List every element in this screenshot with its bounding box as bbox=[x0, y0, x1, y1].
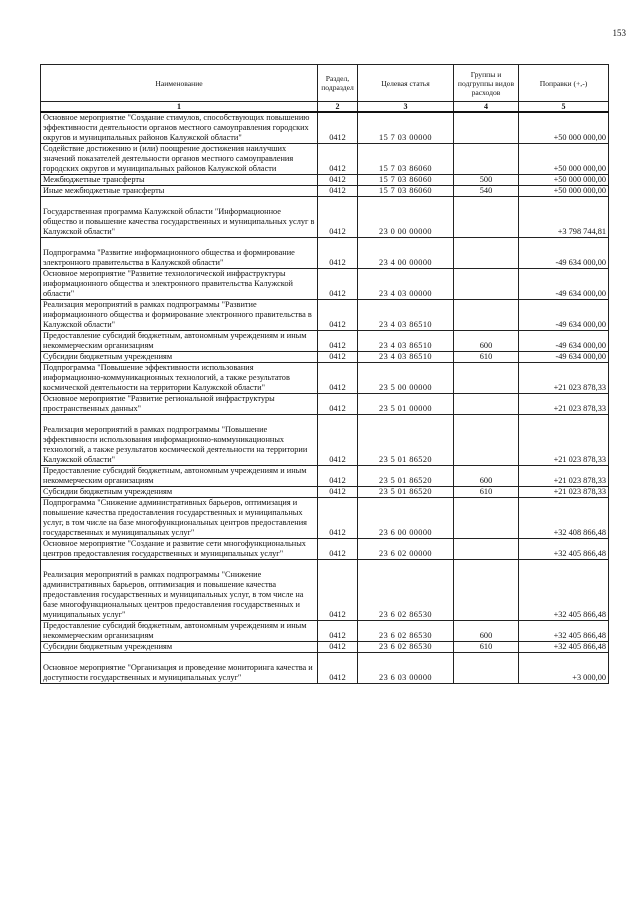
cell-text: Государственная программа Калужской области "Информационное общество и повышение качества государственных и муниципальных услуг в Калужской области" bbox=[43, 207, 315, 236]
cell-text: 0412 bbox=[329, 258, 346, 267]
cell-text: 600 bbox=[479, 476, 493, 485]
row-group-cell bbox=[454, 186, 519, 197]
row-name-cell bbox=[41, 498, 318, 539]
cell-text: -49 634 000,00 bbox=[555, 289, 606, 298]
cell-text: +3 000,00 bbox=[572, 673, 606, 682]
cell-text: -49 634 000,00 bbox=[555, 341, 606, 350]
table-row bbox=[41, 642, 609, 653]
row-section-cell bbox=[318, 363, 358, 394]
row-group-cell bbox=[454, 269, 519, 300]
row-amount-cell bbox=[519, 269, 609, 300]
cell-text: +50 000 000,00 bbox=[553, 164, 606, 173]
cell-text: 23 4 03 86510 bbox=[379, 320, 432, 329]
cell-text: Содействие достижению и (или) поощрение достижения наилучших значений показателей деятельности органов местного самоуправления городских округов и муниципальных районов Калужской области bbox=[43, 144, 294, 173]
cell-text: +32 405 866,48 bbox=[553, 549, 606, 558]
row-amount-cell bbox=[519, 300, 609, 331]
row-name-cell bbox=[41, 144, 318, 175]
cell-text: 0412 bbox=[329, 631, 346, 640]
cell-text: 0412 bbox=[329, 320, 346, 329]
row-section-cell bbox=[318, 539, 358, 560]
row-target-cell bbox=[358, 394, 454, 415]
cell-text: 0412 bbox=[329, 404, 346, 413]
cell-text: Предоставление субсидий бюджетным, автономным учреждениям и иным некоммерческим организациям bbox=[43, 621, 307, 640]
cell-text: +50 000 000,00 bbox=[553, 133, 606, 142]
cell-text: 0412 bbox=[329, 487, 346, 496]
row-group-cell bbox=[454, 144, 519, 175]
cell-text: Подпрограмма "Развитие информационного общества и формирование электронного правительства в Калужской области" bbox=[43, 248, 295, 267]
row-section-cell bbox=[318, 415, 358, 466]
cell-text: 23 5 01 86520 bbox=[379, 455, 432, 464]
table-row bbox=[41, 621, 609, 642]
row-section-cell bbox=[318, 394, 358, 415]
cell-text: 0412 bbox=[329, 289, 346, 298]
cell-text: 23 6 02 86530 bbox=[379, 642, 432, 651]
row-section-cell bbox=[318, 642, 358, 653]
table-row bbox=[41, 175, 609, 186]
row-target-cell bbox=[358, 653, 454, 684]
cell-text: +21 023 878,33 bbox=[553, 404, 606, 413]
cell-text: +21 023 878,33 bbox=[553, 487, 606, 496]
column-number-row bbox=[41, 102, 609, 113]
cell-text: 0412 bbox=[329, 133, 346, 142]
row-target-cell bbox=[358, 331, 454, 352]
header-target: Целевая статья bbox=[358, 65, 454, 102]
row-group-cell bbox=[454, 238, 519, 269]
table-row bbox=[41, 144, 609, 175]
row-group-cell bbox=[454, 539, 519, 560]
cell-text: 0412 bbox=[329, 642, 346, 651]
row-name-cell bbox=[41, 466, 318, 487]
row-group-cell bbox=[454, 487, 519, 498]
table-row bbox=[41, 352, 609, 363]
cell-text: Основное мероприятие "Развитие технологической инфраструктуры информационного общества и электронного правительства Калужской области" bbox=[43, 269, 293, 298]
cell-text: 15 7 03 00000 bbox=[379, 133, 432, 142]
row-amount-cell bbox=[519, 415, 609, 466]
cell-text: Субсидии бюджетным учреждениям bbox=[43, 352, 173, 361]
cell-text: 23 5 01 86520 bbox=[379, 476, 432, 485]
row-amount-cell bbox=[519, 394, 609, 415]
row-name-cell bbox=[41, 415, 318, 466]
row-target-cell bbox=[358, 498, 454, 539]
table-body bbox=[41, 112, 609, 684]
cell-text: +50 000 000,00 bbox=[553, 186, 606, 195]
row-amount-cell bbox=[519, 175, 609, 186]
row-name-cell bbox=[41, 269, 318, 300]
row-group-cell bbox=[454, 352, 519, 363]
table-header-row bbox=[41, 65, 609, 102]
row-name-cell bbox=[41, 300, 318, 331]
table-row bbox=[41, 539, 609, 560]
cell-text: 23 4 03 86510 bbox=[379, 341, 432, 350]
cell-text: 0412 bbox=[329, 476, 346, 485]
header-amount: Поправки (+,-) bbox=[519, 65, 609, 102]
cell-text: 23 6 02 86530 bbox=[379, 610, 432, 619]
budget-amendments-table bbox=[40, 64, 609, 684]
cell-text: +21 023 878,33 bbox=[553, 383, 606, 392]
row-section-cell bbox=[318, 269, 358, 300]
cell-text: -49 634 000,00 bbox=[555, 258, 606, 267]
row-section-cell bbox=[318, 487, 358, 498]
row-target-cell bbox=[358, 352, 454, 363]
row-group-cell bbox=[454, 394, 519, 415]
row-section-cell bbox=[318, 466, 358, 487]
table-row bbox=[41, 560, 609, 621]
header-group: Группы и подгруппы видов расходов bbox=[454, 65, 519, 102]
table-row bbox=[41, 415, 609, 466]
row-group-cell bbox=[454, 363, 519, 394]
column-number: 3 bbox=[358, 102, 454, 113]
row-section-cell bbox=[318, 197, 358, 238]
cell-text: +32 405 866,48 bbox=[553, 642, 606, 651]
cell-text: Основное мероприятие "Создание стимулов, способствующих повышению эффективности деятельности органов местного самоуправления городских округов и муниципальных районов Калужской области" bbox=[43, 113, 310, 142]
row-section-cell bbox=[318, 186, 358, 197]
cell-text: +32 405 866,48 bbox=[553, 610, 606, 619]
row-section-cell bbox=[318, 238, 358, 269]
cell-text: 0412 bbox=[329, 352, 346, 361]
row-section-cell bbox=[318, 112, 358, 144]
table-row bbox=[41, 498, 609, 539]
row-target-cell bbox=[358, 363, 454, 394]
cell-text: 0412 bbox=[329, 610, 346, 619]
cell-text: Реализация мероприятий в рамках подпрограммы "Развитие информационного общества и формирование электронного правительства в Калужской области" bbox=[43, 300, 312, 329]
cell-text: 0412 bbox=[329, 341, 346, 350]
table-row bbox=[41, 300, 609, 331]
row-target-cell bbox=[358, 197, 454, 238]
row-name-cell bbox=[41, 642, 318, 653]
row-group-cell bbox=[454, 498, 519, 539]
row-amount-cell bbox=[519, 560, 609, 621]
row-amount-cell bbox=[519, 197, 609, 238]
cell-text: 23 5 01 86520 bbox=[379, 487, 432, 496]
row-amount-cell bbox=[519, 144, 609, 175]
row-section-cell bbox=[318, 175, 358, 186]
row-target-cell bbox=[358, 175, 454, 186]
cell-text: +32 408 866,48 bbox=[553, 528, 606, 537]
row-target-cell bbox=[358, 560, 454, 621]
cell-text: 0412 bbox=[329, 673, 346, 682]
row-group-cell bbox=[454, 300, 519, 331]
row-name-cell bbox=[41, 487, 318, 498]
cell-text: 23 6 00 00000 bbox=[379, 528, 432, 537]
cell-text: 15 7 03 86060 bbox=[379, 175, 432, 184]
cell-text: +21 023 878,33 bbox=[553, 455, 606, 464]
row-section-cell bbox=[318, 300, 358, 331]
cell-text: Подпрограмма "Снижение административных барьеров, оптимизация и повышение качества предоставления государственных и муниципальных услуг, в том числе на базе многофункциональных центров предоставления государственных и муниципальных услуг" bbox=[43, 498, 307, 537]
row-target-cell bbox=[358, 144, 454, 175]
cell-text: Реализация мероприятий в рамках подпрограммы "Повышение эффективности использования информационно-коммуникационных технологий, а также результатов космической деятельности на территории Калужской области" bbox=[43, 425, 308, 464]
table-row bbox=[41, 363, 609, 394]
cell-text: 600 bbox=[479, 631, 493, 640]
cell-text: Субсидии бюджетным учреждениям bbox=[43, 487, 173, 496]
cell-text: Предоставление субсидий бюджетным, автономным учреждениям и иным некоммерческим организациям bbox=[43, 466, 307, 485]
table-row bbox=[41, 269, 609, 300]
row-name-cell bbox=[41, 175, 318, 186]
row-target-cell bbox=[358, 539, 454, 560]
table-row bbox=[41, 466, 609, 487]
cell-text: 15 7 03 86060 bbox=[379, 186, 432, 195]
cell-text: -49 634 000,00 bbox=[555, 320, 606, 329]
table-row bbox=[41, 331, 609, 352]
column-number: 2 bbox=[318, 102, 358, 113]
cell-text: 23 6 03 00000 bbox=[379, 673, 432, 682]
row-amount-cell bbox=[519, 653, 609, 684]
cell-text: -49 634 000,00 bbox=[555, 352, 606, 361]
row-name-cell bbox=[41, 112, 318, 144]
cell-text: 0412 bbox=[329, 455, 346, 464]
table-row bbox=[41, 186, 609, 197]
cell-text: +3 798 744,81 bbox=[557, 227, 606, 236]
cell-text: Предоставление субсидий бюджетным, автономным учреждениям и иным некоммерческим организациям bbox=[43, 331, 307, 350]
row-section-cell bbox=[318, 331, 358, 352]
header-name: Наименование bbox=[41, 65, 318, 102]
cell-text: 23 6 02 00000 bbox=[379, 549, 432, 558]
table-row bbox=[41, 112, 609, 144]
row-target-cell bbox=[358, 112, 454, 144]
table-row bbox=[41, 197, 609, 238]
row-name-cell bbox=[41, 363, 318, 394]
row-target-cell bbox=[358, 621, 454, 642]
cell-text: 23 5 00 00000 bbox=[379, 383, 432, 392]
cell-text: +32 405 866,48 bbox=[553, 631, 606, 640]
row-section-cell bbox=[318, 653, 358, 684]
cell-text: 0412 bbox=[329, 549, 346, 558]
row-name-cell bbox=[41, 331, 318, 352]
column-number: 1 bbox=[41, 102, 318, 113]
cell-text: 23 6 02 86530 bbox=[379, 631, 432, 640]
cell-text: Подпрограмма "Повышение эффективности использования информационно-коммуникационных технологий, а также результатов космической деятельности на территории Калужской области" bbox=[43, 363, 290, 392]
row-name-cell bbox=[41, 653, 318, 684]
row-name-cell bbox=[41, 560, 318, 621]
row-name-cell bbox=[41, 238, 318, 269]
row-amount-cell bbox=[519, 331, 609, 352]
cell-text: 540 bbox=[479, 186, 493, 195]
cell-text: Субсидии бюджетным учреждениям bbox=[43, 642, 173, 651]
cell-text: 0412 bbox=[329, 186, 346, 195]
row-group-cell bbox=[454, 653, 519, 684]
row-group-cell bbox=[454, 621, 519, 642]
cell-text: 0412 bbox=[329, 383, 346, 392]
row-amount-cell bbox=[519, 363, 609, 394]
row-section-cell bbox=[318, 352, 358, 363]
cell-text: Основное мероприятие "Организация и проведение мониторинга качества и доступности государственных и муниципальных услуг" bbox=[43, 663, 313, 682]
row-name-cell bbox=[41, 539, 318, 560]
page-number: 153 bbox=[612, 28, 626, 38]
row-group-cell bbox=[454, 175, 519, 186]
cell-text: 23 4 03 86510 bbox=[379, 352, 432, 361]
row-name-cell bbox=[41, 186, 318, 197]
row-amount-cell bbox=[519, 112, 609, 144]
row-group-cell bbox=[454, 560, 519, 621]
cell-text: +50 000 000,00 bbox=[553, 175, 606, 184]
table-row bbox=[41, 653, 609, 684]
row-group-cell bbox=[454, 466, 519, 487]
row-amount-cell bbox=[519, 487, 609, 498]
row-section-cell bbox=[318, 144, 358, 175]
cell-text: +21 023 878,33 bbox=[553, 476, 606, 485]
row-section-cell bbox=[318, 621, 358, 642]
row-target-cell bbox=[358, 186, 454, 197]
row-amount-cell bbox=[519, 642, 609, 653]
cell-text: Основное мероприятие "Развитие региональной инфраструктуры пространственных данных" bbox=[43, 394, 275, 413]
row-target-cell bbox=[358, 269, 454, 300]
row-group-cell bbox=[454, 197, 519, 238]
row-target-cell bbox=[358, 415, 454, 466]
row-name-cell bbox=[41, 197, 318, 238]
row-amount-cell bbox=[519, 186, 609, 197]
cell-text: 500 bbox=[479, 175, 493, 184]
cell-text: 610 bbox=[479, 642, 493, 651]
row-group-cell bbox=[454, 415, 519, 466]
cell-text: Реализация мероприятий в рамках подпрограммы "Снижение административных барьеров, оптимизация и повышение качества предоставления государственных и муниципальных услуг, в том числе на базе многофункциональных центров предоставления государственных и муниципальных услуг" bbox=[43, 570, 304, 619]
row-amount-cell bbox=[519, 621, 609, 642]
cell-text: 0412 bbox=[329, 175, 346, 184]
row-section-cell bbox=[318, 560, 358, 621]
row-amount-cell bbox=[519, 539, 609, 560]
table-row bbox=[41, 238, 609, 269]
cell-text: 15 7 03 86060 bbox=[379, 164, 432, 173]
cell-text: 23 4 00 00000 bbox=[379, 258, 432, 267]
row-amount-cell bbox=[519, 466, 609, 487]
row-group-cell bbox=[454, 112, 519, 144]
row-group-cell bbox=[454, 331, 519, 352]
cell-text: 0412 bbox=[329, 227, 346, 236]
row-target-cell bbox=[358, 487, 454, 498]
table-row bbox=[41, 394, 609, 415]
cell-text: 0412 bbox=[329, 528, 346, 537]
cell-text: 610 bbox=[479, 352, 493, 361]
row-amount-cell bbox=[519, 238, 609, 269]
row-name-cell bbox=[41, 621, 318, 642]
cell-text: 0412 bbox=[329, 164, 346, 173]
row-target-cell bbox=[358, 642, 454, 653]
row-target-cell bbox=[358, 466, 454, 487]
cell-text: Основное мероприятие "Создание и развитие сети многофункциональных центров предоставления государственных и муниципальных услуг" bbox=[43, 539, 306, 558]
row-name-cell bbox=[41, 352, 318, 363]
row-target-cell bbox=[358, 238, 454, 269]
cell-text: 600 bbox=[479, 341, 493, 350]
cell-text: 23 5 01 00000 bbox=[379, 404, 432, 413]
row-target-cell bbox=[358, 300, 454, 331]
table-row bbox=[41, 487, 609, 498]
row-amount-cell bbox=[519, 498, 609, 539]
cell-text: Иные межбюджетные трансферты bbox=[43, 186, 165, 195]
row-group-cell bbox=[454, 642, 519, 653]
row-amount-cell bbox=[519, 352, 609, 363]
cell-text: 610 bbox=[479, 487, 493, 496]
column-number: 4 bbox=[454, 102, 519, 113]
row-name-cell bbox=[41, 394, 318, 415]
cell-text: 23 0 00 00000 bbox=[379, 227, 432, 236]
cell-text: Межбюджетные трансферты bbox=[43, 175, 145, 184]
row-section-cell bbox=[318, 498, 358, 539]
header-section: Раздел, подраздел bbox=[318, 65, 358, 102]
cell-text: 23 4 03 00000 bbox=[379, 289, 432, 298]
column-number: 5 bbox=[519, 102, 609, 113]
